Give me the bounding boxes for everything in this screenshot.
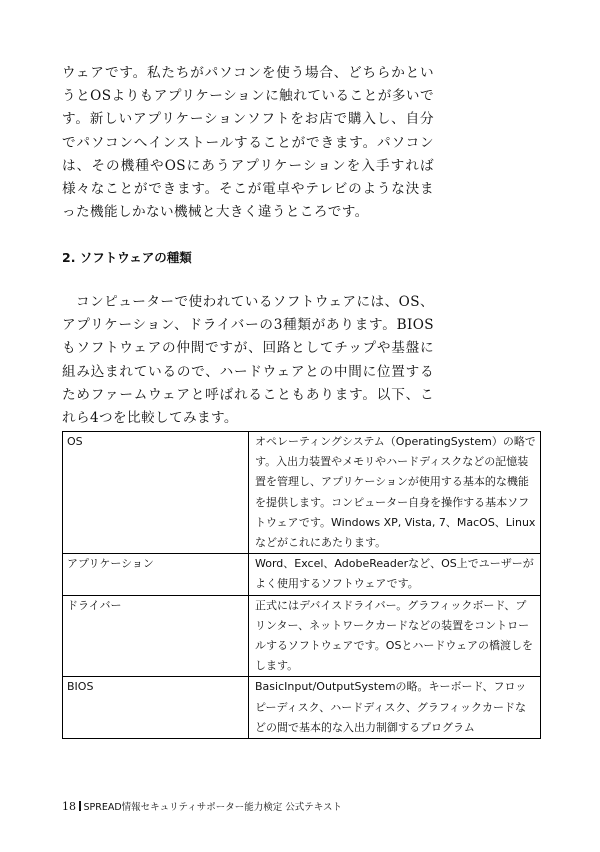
software-name-cell: BIOS	[63, 677, 249, 739]
software-name-cell: ドライバー	[63, 595, 249, 677]
footer-divider	[79, 801, 81, 811]
software-name-cell: OS	[63, 432, 249, 554]
body-paragraph-1: ウェアです。私たちがパソコンを使う場合、どちらかというとOSよりもアプリケーションに触れていることが多いです。新しいアプリケーションソフトをお店で購入し、自分でパソコンへインストールすることができます。パソコンは、その機種やOSにあうアプリケーションを入手すれば様々なことができます。そこが電卓やテレビのような決まった機能しかない機械と大きく違うところです。	[62, 65, 434, 221]
body-paragraph-2: コンピューターで使われているソフトウェアには、OS、アプリケーション、ドライバーの3種類があります。BIOSもソフトウェアの仲間ですが、回路としてチップや基盤に組み込まれているので、ハードウェアとの中間に位置するためファームウェアと呼ばれることもあります。以下、これら4つを比較してみます。	[62, 294, 434, 427]
software-comparison-table	[62, 431, 541, 739]
software-description-cell: Word、Excel、AdobeReaderなど、OS上でユーザーがよく使用するソフトウェアです。	[249, 554, 541, 595]
table-row	[63, 595, 541, 677]
footer-title: SPREAD情報セキュリティサポーター能力検定 公式テキスト	[83, 802, 343, 813]
software-name-cell: アプリケーション	[63, 554, 249, 595]
table-row	[63, 677, 541, 739]
table-row	[63, 432, 541, 554]
software-description-cell: BasicInput/OutputSystemの略。キーボード、フロッピーディスク、ハードディスク、グラフィックカードなどの間で基本的な入出力制御するプログラム	[249, 677, 541, 739]
section-heading: 2. ソフトウェアの種類	[62, 250, 192, 265]
software-description-cell: オペレーティングシステム（OperatingSystem）の略です。入出力装置やメモリやハードディスクなどの記憶装置を管理し、アプリケーションが使用する基本的な機能を提供します。コンピューター自身を操作する基本ソフトウェアです。Windows XP, Vista, 7、MacOS、Linuxなどがこれにあたります。	[249, 432, 541, 554]
software-description-cell: 正式にはデバイスドライバー。グラフィックボード、プリンター、ネットワークカードなどの装置をコントロールするソフトウェアです。OSとハードウェアの橋渡しをします。	[249, 595, 541, 677]
table-row	[63, 554, 541, 595]
page-number: 18	[62, 800, 76, 813]
page-footer	[62, 799, 342, 813]
